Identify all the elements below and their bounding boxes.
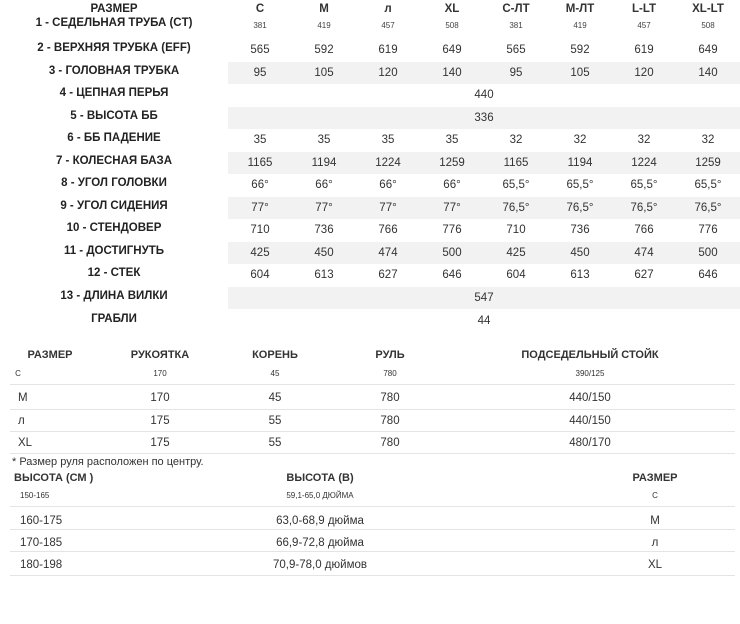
fit-subrow-cell: С — [652, 491, 658, 500]
divider — [10, 506, 735, 507]
geometry-row-label: 7 - КОЛЕСНАЯ БАЗА — [55, 155, 173, 167]
geometry-cell: 736 — [570, 224, 590, 236]
geometry-row-label: 13 - ДЛИНА ВИЛКИ — [60, 290, 168, 302]
geometry-cell: 32 — [509, 134, 523, 146]
geometry-cell: 619 — [378, 44, 398, 56]
fit-cell: 70,9-78,0 дюймов — [273, 559, 367, 571]
divider — [10, 551, 735, 552]
geometry-cell: 1194 — [567, 157, 593, 169]
geometry-cell: 710 — [506, 224, 526, 236]
geometry-span-cell: 440 — [474, 89, 494, 101]
divider — [10, 409, 735, 410]
size-code-5: 419 — [573, 21, 587, 30]
geometry-row-label: ГРАБЛИ — [91, 313, 137, 325]
components-header-4: ПОДСЕДЕЛЬНЫЙ СТОЙК — [521, 349, 659, 361]
geometry-cell: 474 — [378, 247, 398, 259]
geometry-cell: 105 — [570, 67, 590, 79]
geometry-cell: 35 — [381, 134, 395, 146]
geometry-cell: 450 — [314, 247, 334, 259]
fit-cell: 63,0-68,9 дюйма — [276, 515, 364, 527]
fit-header-0: ВЫСОТА (СМ ) — [14, 472, 94, 484]
components-header-2: КОРЕНЬ — [252, 349, 298, 361]
size-code-3: 508 — [445, 21, 459, 30]
geometry-cell: 35 — [317, 134, 331, 146]
geometry-cell: 77° — [379, 202, 397, 214]
geometry-cell: 35 — [445, 134, 459, 146]
geometry-cell: 592 — [570, 44, 590, 56]
components-subrow-cell: 45 — [270, 369, 280, 378]
geometry-span-cell: 547 — [474, 292, 494, 304]
geometry-cell: 646 — [442, 269, 462, 281]
geometry-cell: 76,5° — [630, 202, 658, 214]
geometry-row-label: 1 - СЕДЕЛЬНАЯ ТРУБА (CT) — [35, 17, 193, 29]
geometry-cell: 627 — [634, 269, 654, 281]
geometry-cell: 565 — [506, 44, 526, 56]
geometry-cell: 77° — [443, 202, 461, 214]
size-header-1: М — [319, 3, 329, 15]
geometry-row-label: 10 - СТЕНДОВЕР — [66, 222, 162, 234]
geometry-cell: 32 — [573, 134, 587, 146]
geometry-cell: 76,5° — [694, 202, 722, 214]
components-cell: XL — [18, 437, 33, 449]
geometry-cell: 66° — [251, 179, 269, 191]
size-header-4: С-ЛТ — [502, 3, 530, 15]
components-cell: 170 — [150, 392, 170, 404]
geometry-cell: 776 — [442, 224, 462, 236]
geometry-cell: 140 — [698, 67, 718, 79]
components-note: * Размер руля расположен по центру. — [12, 456, 204, 468]
components-cell: 780 — [380, 392, 400, 404]
geometry-row-label: 11 - ДОСТИГНУТЬ — [63, 245, 165, 257]
size-header-7: XL-LT — [692, 3, 724, 15]
size-header-3: XL — [444, 3, 460, 15]
components-header-0: РАЗМЕР — [27, 349, 73, 361]
geometry-cell: 766 — [634, 224, 654, 236]
size-header: РАЗМЕР — [90, 3, 138, 15]
components-subrow-cell: 170 — [153, 369, 167, 378]
components-cell: 780 — [380, 437, 400, 449]
divider — [10, 529, 735, 530]
components-cell: 45 — [268, 392, 282, 404]
geometry-cell: 95 — [509, 67, 523, 79]
geometry-cell: 766 — [378, 224, 398, 236]
fit-cell: М — [650, 515, 660, 527]
fit-cell: 66,9-72,8 дюйма — [276, 537, 364, 549]
geometry-cell: 613 — [570, 269, 590, 281]
components-cell: 175 — [150, 415, 170, 427]
geometry-row-label: 2 - ВЕРХНЯЯ ТРУБКА (EFF) — [37, 42, 191, 54]
geometry-cell: 76,5° — [566, 202, 594, 214]
geometry-row-label: 9 - УГОЛ СИДЕНИЯ — [60, 200, 168, 212]
divider — [10, 384, 735, 385]
fit-cell: л — [651, 537, 659, 549]
geometry-cell: 1224 — [375, 157, 401, 169]
geometry-row-label: 5 - ВЫСОТА ББ — [70, 110, 158, 122]
fit-subrow-cell: 59,1-65,0 ДЮЙМА — [286, 491, 354, 500]
geometry-row-label: 3 - ГОЛОВНАЯ ТРУБКА — [48, 65, 180, 77]
components-cell: М — [18, 392, 28, 404]
geometry-cell: 65,5° — [694, 179, 722, 191]
size-code-4: 381 — [509, 21, 523, 30]
geometry-cell: 500 — [698, 247, 718, 259]
components-cell: 480/170 — [569, 437, 611, 449]
geometry-cell: 95 — [253, 67, 267, 79]
fit-cell: 180-198 — [20, 559, 63, 571]
fit-cell: XL — [647, 559, 663, 571]
geometry-cell: 32 — [637, 134, 651, 146]
fit-subrow-cell: 150-165 — [20, 491, 50, 500]
size-code-2: 457 — [381, 21, 395, 30]
geometry-cell: 35 — [253, 134, 267, 146]
components-cell: 55 — [268, 437, 282, 449]
geometry-span-cell: 44 — [477, 315, 491, 327]
geometry-cell: 65,5° — [566, 179, 594, 191]
geometry-cell: 65,5° — [502, 179, 530, 191]
geometry-cell: 1259 — [695, 157, 721, 169]
size-code-0: 381 — [253, 21, 267, 30]
geometry-cell: 66° — [443, 179, 461, 191]
size-header-5: М-ЛТ — [565, 3, 595, 15]
geometry-cell: 1194 — [311, 157, 337, 169]
geometry-cell: 613 — [314, 269, 334, 281]
geometry-cell: 592 — [314, 44, 334, 56]
geometry-cell: 649 — [698, 44, 718, 56]
geometry-cell: 120 — [634, 67, 654, 79]
geometry-cell: 66° — [315, 179, 333, 191]
geometry-cell: 776 — [698, 224, 718, 236]
components-subrow-cell: 390/125 — [575, 369, 605, 378]
size-code-1: 419 — [317, 21, 331, 30]
size-code-6: 457 — [637, 21, 651, 30]
geometry-cell: 736 — [314, 224, 334, 236]
divider — [10, 431, 735, 432]
geometry-cell: 710 — [250, 224, 270, 236]
fit-header-2: РАЗМЕР — [632, 472, 678, 484]
geometry-cell: 1165 — [503, 157, 529, 169]
geometry-cell: 500 — [442, 247, 462, 259]
geometry-cell: 1224 — [631, 157, 657, 169]
geometry-cell: 32 — [701, 134, 715, 146]
fit-cell: 160-175 — [20, 515, 63, 527]
components-cell: л — [18, 415, 25, 427]
components-cell: 55 — [268, 415, 282, 427]
components-header-3: РУЛЬ — [375, 349, 405, 361]
geometry-cell: 77° — [315, 202, 333, 214]
geometry-cell: 627 — [378, 269, 398, 281]
geometry-cell: 425 — [506, 247, 526, 259]
geometry-cell: 1259 — [439, 157, 465, 169]
size-header-2: л — [384, 3, 392, 15]
geometry-cell: 604 — [506, 269, 526, 281]
divider — [10, 575, 735, 576]
geometry-span-cell: 336 — [474, 112, 494, 124]
size-code-7: 508 — [701, 21, 715, 30]
geometry-cell: 474 — [634, 247, 654, 259]
geometry-cell: 649 — [442, 44, 462, 56]
divider — [10, 453, 735, 454]
fit-cell: 170-185 — [20, 537, 63, 549]
geometry-cell: 66° — [379, 179, 397, 191]
geometry-cell: 105 — [314, 67, 334, 79]
geometry-cell: 604 — [250, 269, 270, 281]
geometry-cell: 76,5° — [502, 202, 530, 214]
geometry-cell: 565 — [250, 44, 270, 56]
geometry-cell: 77° — [251, 202, 269, 214]
geometry-cell: 1165 — [247, 157, 273, 169]
components-header-1: РУКОЯТКА — [130, 349, 190, 361]
components-cell: 440/150 — [569, 415, 611, 427]
fit-header-1: ВЫСОТА (В) — [286, 472, 354, 484]
size-header-6: L-LT — [631, 3, 657, 15]
geometry-cell: 646 — [698, 269, 718, 281]
geometry-row-label: 12 - СТЕК — [87, 267, 141, 279]
components-cell: 780 — [380, 415, 400, 427]
geometry-cell: 425 — [250, 247, 270, 259]
components-subrow-cell: 780 — [383, 369, 397, 378]
geometry-row-label: 6 - ББ ПАДЕНИЕ — [67, 132, 161, 144]
geometry-cell: 65,5° — [630, 179, 658, 191]
geometry-row-label: 8 - УГОЛ ГОЛОВКИ — [61, 177, 167, 189]
geometry-cell: 450 — [570, 247, 590, 259]
geometry-cell: 619 — [634, 44, 654, 56]
geometry-row-label: 4 - ЦЕПНАЯ ПЕРЬЯ — [59, 87, 169, 99]
geometry-cell: 120 — [378, 67, 398, 79]
geometry-cell: 140 — [442, 67, 462, 79]
components-subrow-cell: С — [15, 369, 21, 378]
size-header-0: С — [255, 3, 265, 15]
components-cell: 440/150 — [569, 392, 611, 404]
components-cell: 175 — [150, 437, 170, 449]
